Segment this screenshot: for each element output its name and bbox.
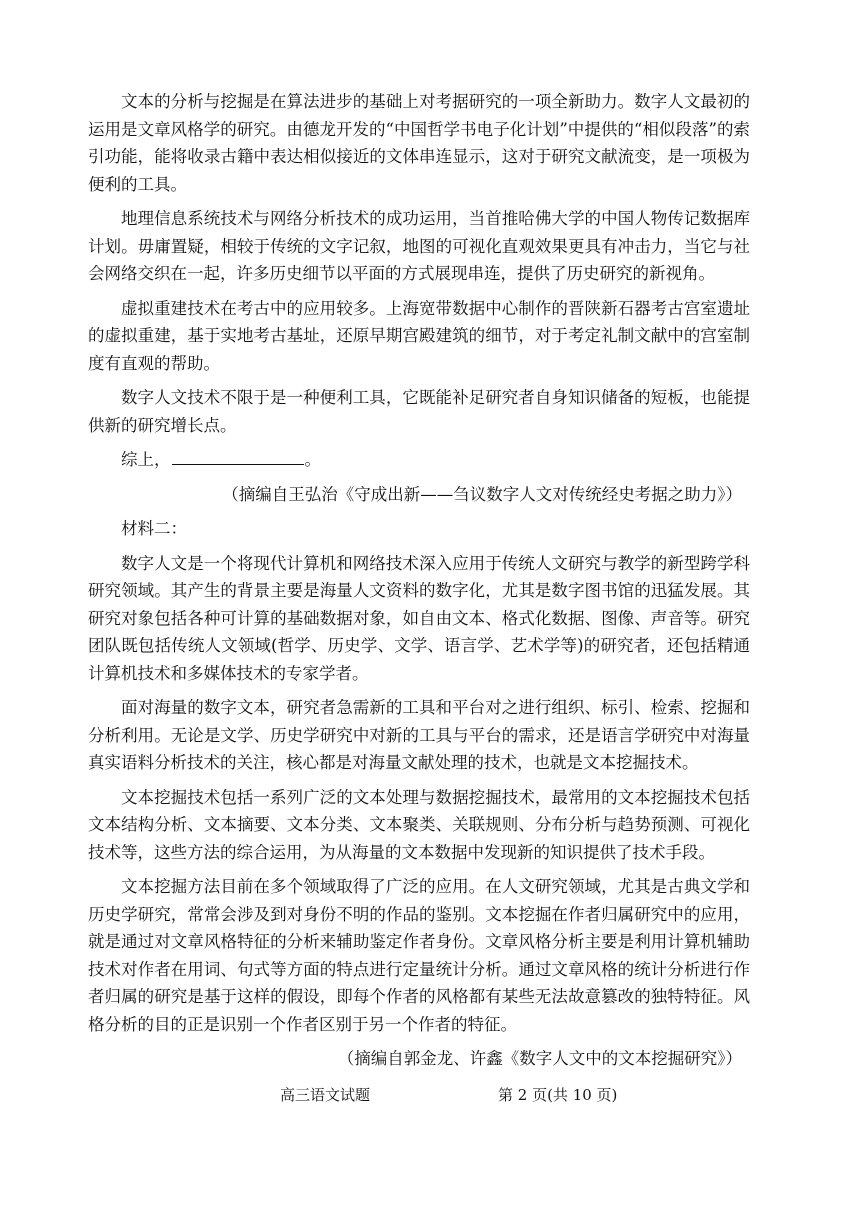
paragraph-virtual-reconstruction: 虚拟重建技术在考古中的应用较多。上海宽带数据中心制作的晋陕新石器考古宫室遗址的虚拟重建，基于实地考古基址，还原早期宫殿建筑的细节，对于考定礼制文献中的宫室制度有直观的帮助。 — [88, 298, 750, 373]
paragraph-gap — [88, 474, 750, 481]
paragraph-dh-definition: 数字人文是一个将现代计算机和网络技术深入应用于传统人文研究与教学的新型跨学科研究领域。其产生的背景主要是海量人文资料的数字化，尤其是数字图书馆的迅猛发展。其研究对象包括各种可计算的基础数据对象，如自由文本、格式化数据、图像、声音等。研究团队既包括传统人文领域(哲学、历史学、文学、语言学、艺术学等)的研究者，还包括精通计算机技术和多媒体技术的专家学者。 — [88, 553, 750, 683]
source-citation-2: （摘编自郭金龙、许鑫《数字人文中的文本挖掘研究》） — [337, 1049, 742, 1068]
paragraph-massive-texts: 面对海量的数字文本，研究者急需新的工具和平台对之进行组织、标引、检索、挖掘和分析利用。无论是文学、历史学研究中对新的工具与平台的需求，还是语言学研究中对海量真实语料分析技术的关注，核心都是对海量文献处理的技术，也就是文本挖掘技术。 — [88, 698, 750, 772]
paragraph-gap — [88, 198, 750, 205]
paragraph-gap — [88, 508, 750, 515]
paragraph-gap — [88, 777, 750, 784]
paragraph-gap — [88, 377, 750, 384]
material-2-heading: 材料二： — [121, 519, 187, 538]
footer-page-number: 第 2 页(共 10 页) — [498, 1086, 618, 1104]
paragraph-digital-humanities-tool: 数字人文技术不限于是一种便利工具，它既能补足研究者自身知识储备的短板，也能提供新的研究增长点。 — [88, 388, 750, 435]
paragraph-gap — [88, 439, 750, 446]
source-citation-1: （摘编自王弘治《守成出新——刍议数字人文对传统经史考据之助力》） — [222, 484, 742, 504]
paragraph-gap — [88, 543, 750, 550]
page-content — [88, 88, 750, 1073]
paragraph-authorship-attribution: 文本挖掘方法目前在多个领域取得了广泛的应用。在人文研究领域，尤其是古典文学和历史学研究，常常会涉及到对身份不明的作品的鉴别。文本挖掘在作者归属研究中的应用，就是通过对文章风格特征的分析来辅助鉴定作者身份。文章风格分析主要是利用计算机辅助技术对作者在用词、句式等方面的特点进行定量统计分析。通过文章风格的统计分析进行作者归属的研究是基于这样的假设，即每个作者的风格都有某些无法故意篡改的独特特征。风格分析的目的正是识别一个作者区别于另一个作者的特征。 — [88, 877, 750, 1034]
paragraph-text-mining-techniques: 文本挖掘技术包括一系列广泛的文本处理与数据挖掘技术，最常用的文本挖掘技术包括文本结构分析、文本摘要、文本分类、文本聚类、关联规则、分布分析与趋势预测、可视化技术等，这些方法的综合运用，为从海量的文本数据中发现新的知识提供了技术手段。 — [88, 787, 750, 862]
paragraph-gap — [88, 1038, 750, 1045]
paragraph-gap — [88, 687, 750, 694]
paragraph-summary-blank — [88, 446, 750, 474]
paragraph-text-mining: 文本的分析与挖掘是在算法进步的基础上对考据研究的一项全新助力。数字人文最初的运用是文章风格学的研究。由德龙开发的“中国哲学书电子化计划”中提供的“相似段落”的索引功能，能将收录古籍中表达相似接近的文体串连显示，这对于研究文献流变，是一项极为便利的工具。 — [88, 92, 750, 194]
paragraph-gis: 地理信息系统技术与网络分析技术的成功运用，当首推哈佛大学的中国人物传记数据库计划。毋庸置疑，相较于传统的文字记叙，地图的可视化直观效果更具有冲击力，当它与社会网络交织在一起，许多历史细节以平面的方式展现串连，提供了历史研究的新视角。 — [88, 209, 750, 283]
footer-subject: 高三语文试题 — [280, 1086, 371, 1104]
fill-in-blank — [172, 446, 304, 465]
paragraph-gap — [88, 866, 750, 873]
summary-suffix: 。 — [304, 450, 321, 469]
paragraph-gap — [88, 288, 750, 295]
summary-prefix: 综上， — [121, 450, 171, 469]
